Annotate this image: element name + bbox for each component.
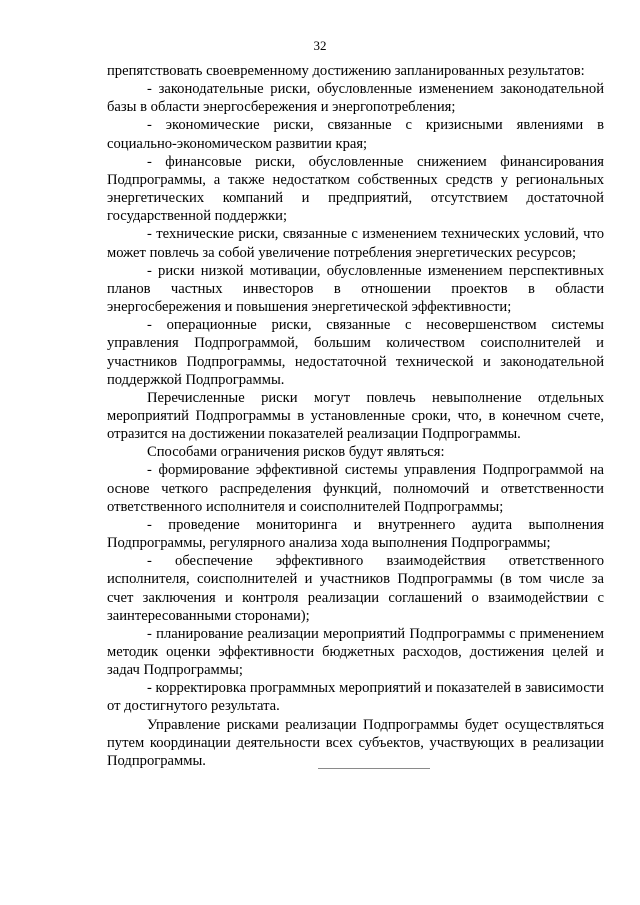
paragraph-intro-continuation: препятствовать своевременному достижению запланированных результатов: [107, 63, 585, 79]
list-item-adjustment: - корректировка программных мероприятий и показателей в зависимости от достигнутого результата. [107, 680, 604, 715]
closing-separator-line [318, 768, 430, 769]
list-item-operational-risks: - операционные риски, связанные с несовершенством системы управления Подпрограммой, большим количеством соисполнителей и участников Подпрограммы, недостаточной технической и законодательной поддержкой Подпрограммы. [107, 317, 604, 388]
paragraph-mitigation-heading: Способами ограничения рисков будут являться: [147, 444, 445, 461]
list-item-financial-risks: - финансовые риски, обусловленные снижением финансирования Подпрограммы, а также недостатком собственных средств у региональных энергетических компаний и предприятий, отсутствием достаточной государственной поддержки; [107, 153, 604, 225]
list-item-management-system: - формирование эффективной системы управления Подпрограммой на основе четкого распределения функций, полномочий и ответственности ответственного исполнителя и соисполнителей Подпрограммы; [107, 462, 604, 515]
list-item-planning: - планирование реализации мероприятий Подпрограммы с применением методик оценки эффективности бюджетных расходов, достижения целей и задач Подпрограммы; [107, 625, 604, 679]
paragraph-risk-management: Управление рисками реализации Подпрограммы будет осуществляться путем координации деятельности всех субъектов, участвующих в реализации Подпрограммы. [107, 716, 604, 769]
list-item-economic-risks: - экономические риски, связанные с кризисными явлениями в социально-экономическом развитии края; [107, 117, 604, 152]
page-number: 32 [313, 38, 327, 53]
list-item-motivation-risks: - риски низкой мотивации, обусловленные изменением перспективных планов частных инвесторов в отношении проектов в области энергосбережения и повышения энергетической эффективности; [107, 262, 604, 316]
paragraph-risk-consequences: Перечисленные риски могут повлечь невыполнение отдельных мероприятий Подпрограммы в установленные сроки, что, в конечном счете, отразится на достижении показателей реализации Подпрограммы. [107, 389, 604, 443]
list-item-legislative-risks: - законодательные риски, обусловленные изменением законодательной базы в области энергосбережения и энергопотребления; [107, 81, 604, 116]
document-body [107, 62, 604, 770]
list-item-technical-risks: - технические риски, связанные с изменением технических условий, что может повлечь за собой увеличение потребления энергетических ресурсов; [107, 226, 604, 261]
list-item-monitoring-audit: - проведение мониторинга и внутреннего аудита выполнения Подпрограммы, регулярного анализа хода выполнения Подпрограммы; [107, 516, 604, 552]
list-item-interaction: - обеспечение эффективного взаимодействия ответственного исполнителя, соисполнителей и участников Подпрограммы (в том числе за счет заключения и контроля реализации соглашений о взаимодействии с заинтересованными сторонами); [107, 553, 604, 624]
